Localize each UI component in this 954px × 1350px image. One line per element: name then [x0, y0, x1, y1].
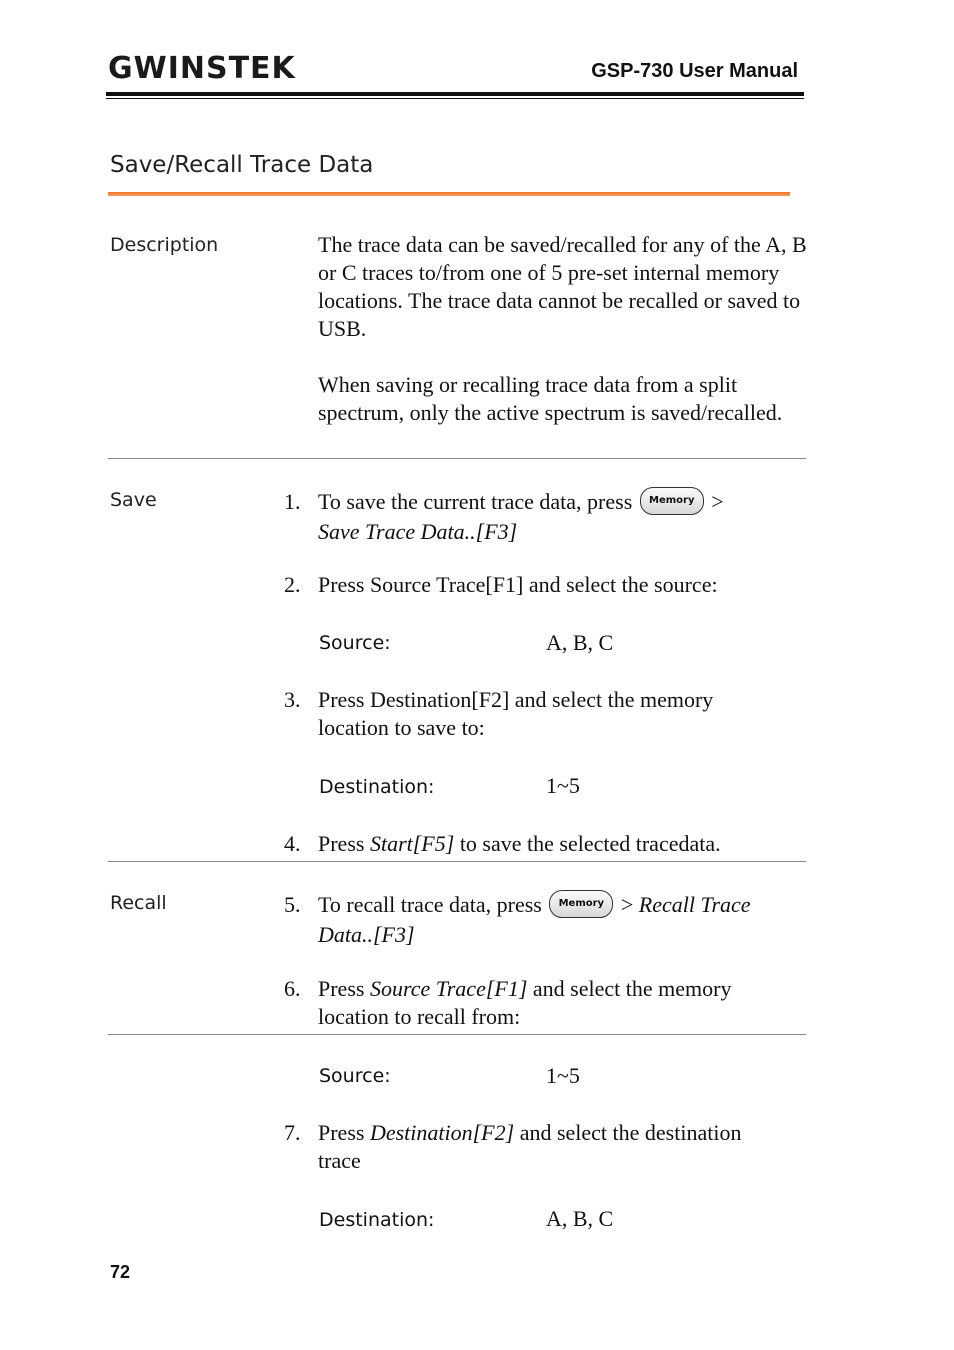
- source-value: A, B, C: [546, 630, 614, 655]
- step-text: trace: [318, 1148, 361, 1173]
- recall-label: Recall: [110, 892, 167, 914]
- function-key: Start[F5]: [369, 831, 455, 856]
- source-key: Source:: [319, 1065, 391, 1087]
- step-number: 3.: [284, 687, 301, 712]
- menu-path: Save Trace Data..[F3]: [318, 518, 518, 544]
- arrow-separator: >: [620, 892, 634, 917]
- step-number: 6.: [284, 976, 301, 1001]
- step-text: Press: [318, 831, 365, 856]
- divider: [108, 861, 806, 862]
- section-title: Save/Recall Trace Data: [110, 152, 374, 178]
- step-text: and select the destination: [519, 1120, 742, 1145]
- divider: [108, 458, 806, 459]
- recall-step-5: [318, 891, 808, 949]
- step-text: to save the selected tracedata.: [459, 831, 721, 856]
- arrow-separator: >: [711, 489, 724, 514]
- destination-key: Destination:: [319, 776, 435, 798]
- step-text: To save the current trace data, press: [318, 489, 633, 514]
- destination-value: 1~5: [546, 773, 580, 798]
- save-step-4: [318, 830, 808, 858]
- function-key: Source Trace[F1]: [369, 976, 528, 1001]
- header-rule: [106, 92, 804, 96]
- step-text: location to recall from:: [318, 1004, 521, 1029]
- step-number: 4.: [284, 831, 301, 856]
- source-value: 1~5: [546, 1063, 580, 1088]
- menu-path: Recall Trace: [638, 892, 751, 917]
- step-text: Press: [318, 1120, 365, 1145]
- page-number: 72: [110, 1262, 131, 1282]
- save-step-3: Press Destination[F2] and select the memory location to save to:: [318, 687, 714, 740]
- memory-key-icon: Memory: [640, 487, 704, 515]
- step-text: To recall trace data, press: [318, 892, 542, 917]
- description-label: Description: [110, 234, 219, 256]
- source-key: Source:: [319, 632, 391, 654]
- header-rule-thin: [106, 98, 804, 99]
- save-label: Save: [110, 489, 157, 511]
- gwinstek-logo: GWINSTEK: [108, 51, 296, 86]
- menu-path: Data..[F3]: [318, 921, 415, 947]
- step-number: 1.: [284, 489, 301, 514]
- step-number: 5.: [284, 892, 301, 917]
- step-number: 7.: [284, 1120, 301, 1145]
- description-paragraph-1: The trace data can be saved/recalled for any of the A, B or C traces to/from one of 5 pre-set internal memory locations. The trace data cannot be recalled or saved to USB.: [318, 232, 807, 341]
- divider: [108, 1034, 806, 1035]
- recall-step-6: [318, 975, 808, 1031]
- section-underline: [108, 192, 790, 196]
- destination-key: Destination:: [319, 1209, 435, 1231]
- manual-title: GSP-730 User Manual: [591, 60, 798, 82]
- step-number: 2.: [284, 572, 301, 597]
- save-step-1: [318, 488, 808, 546]
- step-text: Press: [318, 976, 365, 1001]
- recall-step-7: [318, 1119, 808, 1175]
- save-step-2: Press Source Trace[F1] and select the source:: [318, 572, 718, 597]
- function-key: Destination[F2]: [369, 1120, 515, 1145]
- destination-value: A, B, C: [546, 1206, 614, 1231]
- memory-key-icon: Memory: [549, 890, 613, 918]
- step-text: and select the memory: [532, 976, 732, 1001]
- description-paragraph-2: When saving or recalling trace data from a split spectrum, only the active spectrum is saved/recalled.: [318, 372, 783, 425]
